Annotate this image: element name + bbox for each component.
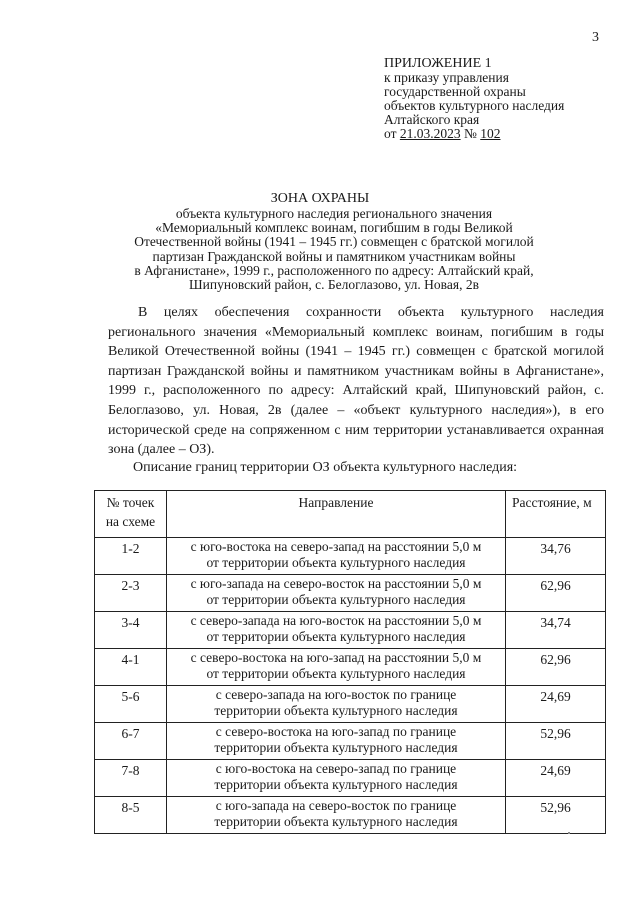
cell-points: 6-7	[95, 723, 167, 760]
zone-title: ЗОНА ОХРАНЫ	[270, 191, 370, 206]
cell-direction	[167, 723, 506, 760]
object-line: объекта культурного наследия регионального значения	[175, 206, 493, 221]
direction-line: с юго-запада на северо-восток на расстоянии 5,0 м	[190, 576, 482, 591]
object-description	[116, 207, 552, 292]
direction-line: с северо-востока на юго-запад на расстоянии 5,0 м	[190, 650, 482, 665]
cell-points: 4-1	[95, 649, 167, 686]
cell-points: 2-3	[95, 575, 167, 612]
appendix-line: объектов культурного наследия	[384, 98, 565, 113]
cell-points: 7-8	[95, 760, 167, 797]
cell-distance: 24,69	[506, 760, 606, 797]
object-line: партизан Гражданской войны и памятником участникам войны	[152, 248, 516, 264]
cell-points: 8-5	[95, 797, 167, 834]
table-row	[95, 760, 606, 797]
cell-distance: 62,96	[506, 575, 606, 612]
scan-speck	[568, 832, 570, 834]
cell-direction	[167, 538, 506, 575]
direction-line: с северо-запада на юго-восток на расстоянии 5,0 м	[190, 613, 482, 628]
direction-line: территории объекта культурного наследия	[214, 814, 458, 829]
direction-line: с северо-запада на юго-восток по границе	[215, 687, 457, 702]
direction-line: от территории объекта культурного наследия	[206, 592, 466, 607]
boundary-table	[94, 490, 606, 834]
direction-line: от территории объекта культурного наследия	[206, 629, 466, 644]
cell-points: 1-2	[95, 538, 167, 575]
header-points-line: на схеме	[105, 514, 156, 529]
table-caption: Описание границ территории ОЗ объекта культурного наследия:	[133, 460, 518, 475]
direction-line: от территории объекта культурного наследия	[206, 666, 466, 681]
cell-points: 3-4	[95, 612, 167, 649]
table-row	[95, 575, 606, 612]
page-number: 3	[592, 30, 599, 45]
direction-line: с юго-запада на северо-восток по границе	[215, 798, 457, 813]
cell-distance: 34,76	[506, 538, 606, 575]
direction-line: территории объекта культурного наследия	[214, 740, 458, 755]
direction-line: с северо-востока на юго-запад по границе	[215, 724, 457, 739]
appendix-block	[384, 57, 624, 141]
table-row	[95, 797, 606, 834]
order-number: 102	[480, 126, 501, 141]
cell-distance: 52,96	[506, 723, 606, 760]
table-row	[95, 649, 606, 686]
cell-distance: 52,96	[506, 797, 606, 834]
table-row	[95, 538, 606, 575]
cell-distance: 34,74	[506, 612, 606, 649]
header-distance: Расстояние, м	[506, 491, 606, 538]
cell-direction	[167, 760, 506, 797]
appendix-line: государственной охраны	[384, 84, 526, 99]
object-line: Отечественной войны (1941 – 1945 гг.) совмещен с братской могилой	[134, 234, 534, 250]
object-line: «Мемориальный комплекс воинам, погибшим в годы Великой	[155, 220, 513, 236]
direction-line: территории объекта культурного наследия	[214, 777, 458, 792]
direction-line: с юго-востока на северо-запад на расстоянии 5,0 м	[190, 539, 482, 554]
number-prefix: №	[463, 126, 477, 141]
object-line: Шипуновский район, с. Белоглазово, ул. Новая, 2в	[189, 277, 479, 293]
order-date: 21.03.2023	[399, 126, 461, 141]
direction-line: от территории объекта культурного наследия	[206, 555, 466, 570]
cell-direction	[167, 612, 506, 649]
cell-points: 5-6	[95, 686, 167, 723]
direction-line: с юго-востока на северо-запад по границе	[215, 761, 457, 776]
direction-line: территории объекта культурного наследия	[214, 703, 458, 718]
table-row	[95, 686, 606, 723]
cell-distance: 24,69	[506, 686, 606, 723]
header-points	[95, 491, 167, 538]
cell-direction	[167, 575, 506, 612]
header-direction: Направление	[167, 491, 506, 538]
appendix-line: Алтайского края	[384, 112, 480, 127]
cell-direction	[167, 686, 506, 723]
appendix-heading: ПРИЛОЖЕНИЕ 1	[384, 56, 492, 71]
table-row	[95, 723, 606, 760]
object-line: в Афганистане», 1999 г., расположенного по адресу: Алтайский край,	[134, 262, 534, 278]
intro-paragraph: В целях обеспечения сохранности объекта культурного наследия регионального значения «Мемориальный комплекс воинам, погибшим в годы Великой Отечественной войны (1941 – 1945 гг.) совмещен с братской могилой партизан Гражданской войны и памятником участникам войны в Афганистане», 1999 г., расположенного по адресу: Алтайский край, Шипуновский район, с. Белоглазово, ул. Новая, 2в (далее – «объект культурного наследия»), в его исторической среде на сопряженном с ним территории устанавливается охранная зона (далее – ОЗ).	[108, 305, 604, 458]
cell-direction	[167, 649, 506, 686]
cell-distance: 62,96	[506, 649, 606, 686]
cell-direction	[167, 797, 506, 834]
table-header-row	[95, 491, 606, 538]
appendix-line: к приказу управления	[384, 70, 509, 85]
header-points-line: № точек	[106, 495, 155, 510]
date-prefix: от	[384, 126, 397, 141]
table-row	[95, 612, 606, 649]
appendix-dateline	[384, 127, 624, 141]
